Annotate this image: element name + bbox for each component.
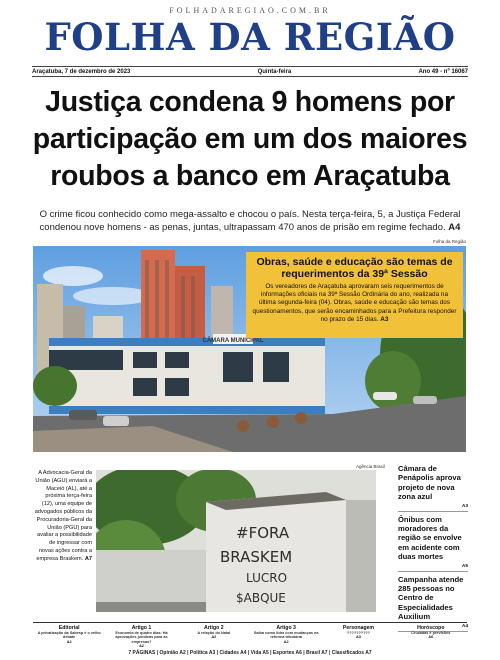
right-story[interactable] — [398, 464, 468, 512]
section-page-ref[interactable]: A2 — [211, 635, 217, 640]
feature-story-box[interactable] — [246, 252, 463, 338]
section-teaser[interactable] — [105, 623, 177, 648]
main-headline[interactable]: Justiça condena 9 homens por participação em um dos maiores roubos a banco em Araçatuba — [32, 86, 468, 192]
section-page-ref[interactable]: A2 — [283, 639, 289, 644]
issue-weekday: Quinta-feira — [257, 68, 292, 75]
section-page-ref[interactable]: A2 — [139, 644, 144, 649]
second-photo-credit: Agência Brasil — [356, 464, 385, 469]
section-page-ref[interactable]: A2 — [66, 639, 72, 644]
right-story[interactable] — [398, 515, 468, 572]
section-teaser[interactable] — [250, 623, 322, 648]
masthead-logo[interactable]: FOLHA DA REGIÃO — [44, 15, 456, 59]
section-teaser[interactable] — [395, 623, 467, 648]
section-teaser[interactable] — [322, 623, 394, 648]
braskem-graffiti-photo[interactable] — [96, 470, 376, 612]
section-teaser[interactable] — [178, 623, 250, 648]
section-teasers — [33, 622, 467, 648]
right-story-page-ref[interactable]: A5 — [461, 563, 468, 569]
site-url[interactable]: FOLHADAREGIAO.COM.BR — [169, 6, 331, 15]
agu-story[interactable] — [34, 470, 92, 564]
feature-story-body: Os vereadores de Araçatuba aprovaram seis requerimentos de informações oficiais na 39ª Sessão Ordinária do ano, realizada na última segunda-feira (04). Obras, saúde e educação são temas dos questionamentos, que serão encaminhados para a Prefeitura responder no prazo de 15 dias. — [252, 283, 457, 323]
feature-story-title[interactable]: Obras, saúde e educação são temas de requerimentos da 39ª Sessão — [256, 256, 453, 280]
section-name: Artigo 1 — [131, 625, 152, 631]
graffiti-line-3: LUCRO — [246, 571, 288, 585]
section-text: Economia de quatro dias: Há aprovações jurídicas para as empresas? — [115, 631, 168, 644]
section-name: Artigo 3 — [276, 625, 296, 631]
feature-story-text — [252, 283, 457, 324]
section-text: Saiba como lidar com mudanças na reforma tributária — [253, 631, 319, 640]
lede-page-ref[interactable]: A4 — [448, 222, 461, 233]
building-sign: CÂMARA MUNICIPAL — [202, 338, 264, 344]
right-story-page-ref[interactable]: A3 — [461, 503, 468, 509]
section-text: A privatização da Sabesp é o velho debate — [37, 631, 101, 640]
agu-story-page-ref[interactable]: A7 — [84, 555, 92, 562]
section-name: Artigo 2 — [204, 625, 224, 631]
main-photo-credit: Folha da Região — [432, 239, 466, 244]
issue-edition: Ano 49 - nº 16067 — [418, 68, 468, 75]
section-text: A relação do Natal — [197, 631, 231, 635]
section-text: Cruzadas e previsões — [411, 631, 451, 635]
right-story-title[interactable]: Câmara de Penápolis aprova projeto de nova zona azul — [398, 464, 461, 502]
graffiti-line-4: $ABQUE — [236, 591, 286, 605]
issue-date: Araçatuba, 7 de dezembro de 2023 — [32, 68, 131, 75]
right-story-page-ref[interactable]: A4 — [461, 623, 468, 629]
lede-text: O crime ficou conhecido como mega-assalto e chocou o país. Nesta terça-feira, 5, a Justiça Federal condenou nove homens - as penas, juntas, ultrapassam 470 anos de prisão em regime fechado. — [39, 209, 461, 233]
right-story-title[interactable]: Ônibus com moradores da região se envolve em acidente com duas mortes — [398, 514, 462, 562]
graffiti-line-2: BRASKEM — [220, 548, 293, 566]
section-name: Personagem — [342, 625, 375, 631]
lede-paragraph — [24, 208, 476, 234]
graffiti-wall-illustration — [96, 470, 376, 612]
right-column — [398, 464, 468, 635]
section-teaser[interactable] — [33, 623, 105, 648]
section-name: Editorial — [58, 625, 80, 631]
section-text: ?????????? — [346, 631, 371, 635]
feature-story-page-ref[interactable]: A3 — [380, 315, 389, 323]
section-page-ref[interactable]: A6 — [428, 635, 434, 640]
dateline-bar — [32, 66, 468, 77]
section-page-ref[interactable]: A3 — [356, 635, 361, 640]
agu-story-text: A Advocacia-Geral da União (AGU) enviará a Maceió (AL), até a próxima terça-feira (12), uma equipe de advogados públicos da Procuradoria-Geral da União (PGU) para avaliar a possibilidade de ingressar com novas ações contra a empresa Braskem. — [34, 470, 92, 562]
right-story-title[interactable]: Campanha atende 285 pessoas no Centro de Especialidades Auxilium — [398, 574, 464, 622]
graffiti-line-1: #FORA — [236, 524, 290, 542]
section-index-bar[interactable]: 7 PÁGINAS | Opinião A2 | Política A3 | Cidades A4 | Vida A5 | Esportes A6 | Brasil A7 | Classificados A7 — [128, 650, 372, 656]
section-name: Horóscopo — [417, 625, 445, 631]
